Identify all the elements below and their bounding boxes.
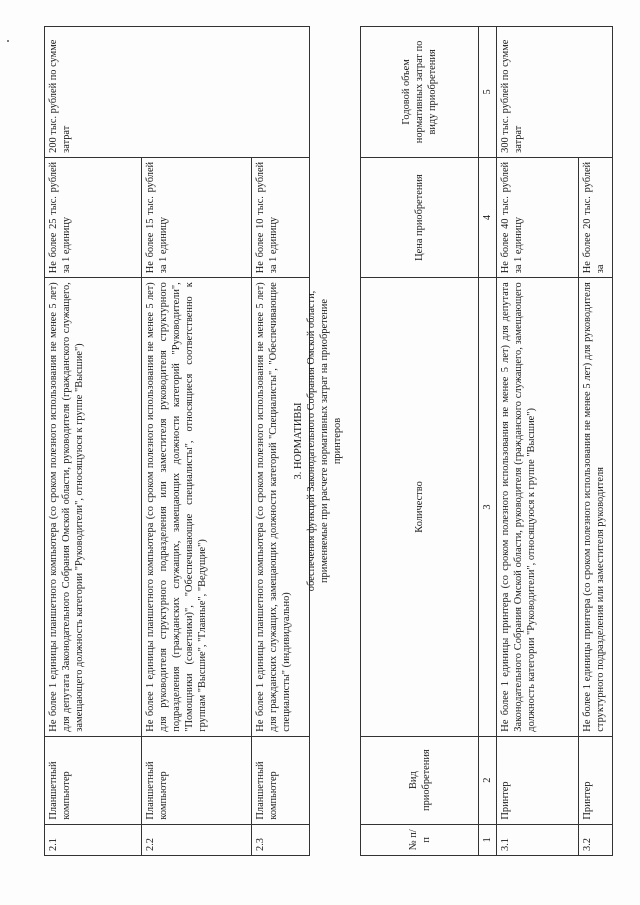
header-cell: Вид приобретения: [361, 736, 479, 824]
column-number: 5: [479, 27, 497, 158]
section-subtitle: обеспечения функций Законодательного Собрания Омской области,: [306, 290, 317, 592]
row-number: 2.3: [252, 824, 310, 855]
table-row: [45, 27, 142, 856]
row-price: Не более 25 тыс. рублей за 1 единицу: [45, 157, 142, 277]
row-quantity: Не более 1 единицы планшетного компьютера (со сроком полезного использования не менее 5 лет) для гражданских служащих, замещающих должности категорий "Специалисты", "Обеспечивающие специалисты" (индивидуально): [252, 278, 310, 736]
row-quantity: Не более 1 единицы принтера (со сроком полезного использования не менее 5 лет) для депутата Законодательного Собрания Омской области, руководителя (гражданского служащего, замещающего должность категории "Руководители", относящуюся к группе "Высшие"): [497, 278, 579, 736]
row-quantity: Не более 1 единицы планшетного компьютера (со сроком полезного использования не менее 5 лет) для депутата Законодательного Собрания Омской области, руководителя (гражданского служащего, замещающего должность категории "Руководители", относящуюся к группе "Высшие"): [45, 278, 142, 736]
column-number-row: [479, 27, 497, 856]
row-price: Не более 20 тыс. рублей за: [579, 157, 613, 277]
row-number: 3.2: [579, 824, 613, 855]
row-type: Принтер: [497, 736, 579, 824]
column-number: 3: [479, 278, 497, 736]
row-price: Не более 15 тыс. рублей за 1 единицу: [142, 157, 252, 277]
row-type: Планшетный компьютер: [45, 736, 142, 824]
section-title: 3. НОРМАТИВЫ: [293, 402, 304, 480]
header-row: [361, 27, 479, 856]
row-annual: 200 тыс. рублей по сумме затрат: [45, 27, 310, 158]
section-heading: [292, 26, 344, 856]
row-price: Не более 40 тыс. рублей за 1 единицу: [497, 157, 579, 277]
section-subtitle: принтеров: [332, 417, 343, 465]
column-number: 4: [479, 157, 497, 277]
scan-speck: [7, 40, 9, 42]
row-quantity: Не более 1 единицы планшетного компьютера (со сроком полезного использования не менее 5 лет) для руководителя структурного подразделения или заместителя руководителя структурного подразделения (гражданских служащих, замещающих должности категорий "Руководители", "Помощники (советники)", "Обеспечивающие специалисты", относящиеся соответственно к группам "Высшие", "Главные", "Ведущие"): [142, 278, 252, 736]
header-cell: № п/п: [361, 824, 479, 855]
upper-table: [44, 26, 310, 856]
column-number: 1: [479, 824, 497, 855]
row-type: Принтер: [579, 736, 613, 824]
row-annual: 300 тыс. рублей по сумме затрат: [497, 27, 613, 158]
header-cell: Количество: [361, 278, 479, 736]
section-subtitle: применяемые при расчете нормативных затрат на приобретение: [319, 299, 330, 583]
row-quantity: Не более 1 единицы принтера (со сроком полезного использования не менее 5 лет) для руководителя структурного подразделения или заместителя руководителя: [579, 278, 613, 736]
header-cell: Цена приобретения: [361, 157, 479, 277]
row-type: Планшетный компьютер: [142, 736, 252, 824]
row-type: Планшетный компьютер: [252, 736, 310, 824]
table-row: [497, 27, 579, 856]
header-cell: Годовой объем нормативных затрат по виду приобретения: [361, 27, 479, 158]
row-number: 3.1: [497, 824, 579, 855]
row-number: 2.1: [45, 824, 142, 855]
row-price: Не более 10 тыс. рублей за 1 единицу: [252, 157, 310, 277]
row-number: 2.2: [142, 824, 252, 855]
rotated-content: [44, 26, 614, 856]
column-number: 2: [479, 736, 497, 824]
lower-table: [360, 26, 613, 856]
